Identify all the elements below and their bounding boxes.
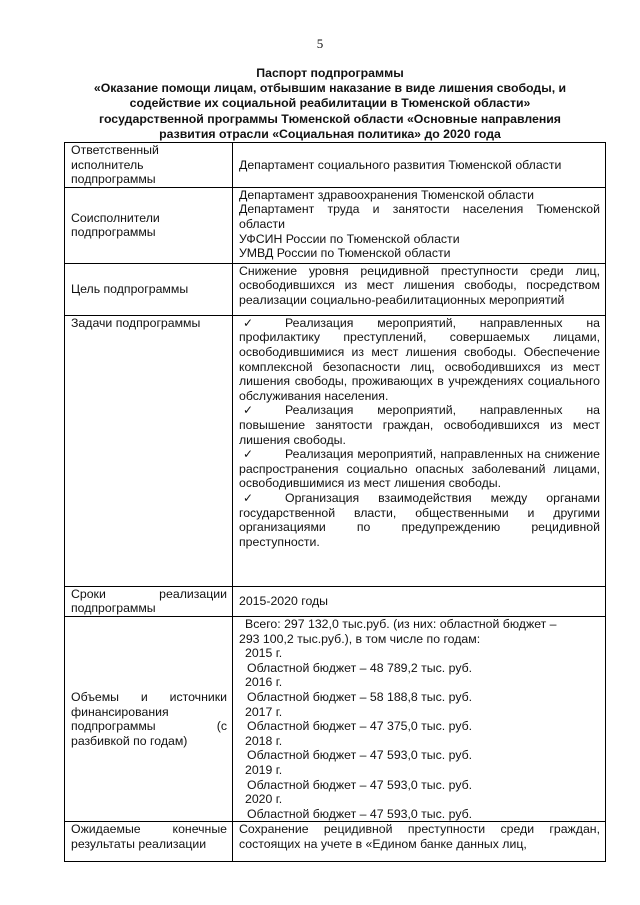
- funding-amount: Областной бюджет – 48 789,2 тыс. руб.: [247, 660, 473, 675]
- funding-amount: Областной бюджет – 47 593,0 тыс. руб.: [247, 777, 473, 792]
- goal-label: Цель подпрограммы: [65, 263, 233, 315]
- task-item: [239, 491, 600, 549]
- checkmark-icon: ✓: [243, 490, 254, 505]
- coexecutor-item: Департамент здравоохранения Тюменской области: [239, 187, 534, 202]
- funding-year: 2018 г.: [245, 733, 283, 748]
- funding-amount: Областной бюджет – 47 375,0 тыс. руб.: [247, 719, 473, 734]
- task-text: Реализация мероприятий, направленных на снижение распространения социально опасных заболеваний лицами, освободившимися из мест лишения свободы.: [239, 447, 600, 491]
- row-results: [65, 822, 606, 862]
- results-label-line: результаты реализации: [71, 836, 207, 851]
- funding-year: 2015 г.: [245, 646, 283, 661]
- task-item: [239, 403, 600, 447]
- title-line-2: «Оказание помощи лицам, отбывшим наказание в виде лишения свободы, и: [93, 81, 567, 96]
- results-label: [65, 822, 233, 862]
- tasks-value: [233, 315, 606, 586]
- task-item: [239, 447, 600, 491]
- results-value: Сохранение рецидивной преступности среди граждан, состоящих на учете в «Едином банке данных лиц,: [233, 822, 606, 862]
- coexecutor-item: Департамент труда и занятости населения Тюменской области: [239, 202, 600, 231]
- executor-label-line: исполнитель: [71, 157, 144, 172]
- funding-total: Всего: 297 132,0 тыс.руб. (из них: областной бюджет –: [245, 616, 557, 631]
- row-executor: [65, 143, 606, 188]
- coexecutors-label: [65, 187, 233, 263]
- funding-year: 2020 г.: [245, 792, 283, 807]
- title-line-4: государственной программы Тюменской области «Основные направления: [99, 111, 561, 126]
- terms-label-line: Сроки реализации: [71, 586, 227, 601]
- funding-year: 2017 г.: [245, 704, 283, 719]
- coexecutors-label-line: Соисполнители: [71, 210, 160, 225]
- executor-label: [65, 143, 233, 188]
- tasks-label: Задачи подпрограммы: [65, 315, 233, 586]
- title-line-3: содействие их социальной реабилитации в Тюменской области»: [129, 96, 531, 111]
- coexecutors-label-line: подпрограммы: [71, 225, 156, 240]
- row-tasks: [65, 315, 606, 586]
- page-title: [60, 66, 600, 142]
- page-number: 5: [316, 36, 324, 51]
- funding-year: 2019 г.: [245, 762, 283, 777]
- row-goal: [65, 263, 606, 315]
- checkmark-icon: ✓: [243, 447, 254, 462]
- row-funding: [65, 616, 606, 821]
- executor-label-line: Ответственный: [71, 143, 159, 157]
- row-coexecutors: [65, 187, 606, 263]
- title-line-5: развития отрасли «Социальная политика» до 2020 года: [159, 126, 501, 141]
- funding-amount: Областной бюджет – 47 593,0 тыс. руб.: [247, 748, 473, 763]
- terms-value: 2015-2020 годы: [233, 586, 606, 616]
- funding-year: 2016 г.: [245, 675, 283, 690]
- funding-total: 293 100,2 тыс.руб.), в том числе по годам:: [239, 631, 481, 646]
- task-text: Организация взаимодействия между органами государственной власти, общественными и другими организациями по предупреждению рецидивной преступности.: [239, 490, 600, 549]
- passport-table: [64, 142, 606, 862]
- terms-label-line: подпрограммы: [71, 601, 156, 616]
- title-line-1: Паспорт подпрограммы: [256, 66, 404, 80]
- funding-value: [233, 616, 606, 821]
- executor-value: Департамент социального развития Тюменской области: [233, 143, 606, 188]
- row-terms: [65, 586, 606, 616]
- task-text: Реализация мероприятий, направленных на повышение занятости граждан, освободившихся из мест лишения свободы.: [239, 403, 600, 447]
- task-text: Реализация мероприятий, направленных на профилактику преступлений, совершаемых лицами, освободившимися из мест лишения свободы. Обеспечение комплексной безопасности лиц, освободившихся из мест лишения свободы, проживающих в учреждениях социального обслуживания населения.: [239, 315, 600, 403]
- checkmark-icon: ✓: [243, 315, 254, 330]
- executor-label-line: подпрограммы: [71, 172, 156, 187]
- coexecutor-item: УМВД России по Тюменской области: [239, 246, 451, 261]
- funding-amount: Областной бюджет – 58 188,8 тыс. руб.: [247, 689, 473, 704]
- checkmark-icon: ✓: [243, 403, 254, 418]
- terms-label: [65, 586, 233, 616]
- funding-amount: Областной бюджет – 47 593,0 тыс. руб.: [247, 806, 473, 821]
- goal-value: Снижение уровня рецидивной преступности среди лиц, освободившихся из мест лишения свободы, посредством реализации социально-реабилитационных мероприятий: [233, 263, 606, 315]
- coexecutors-value: [233, 187, 606, 263]
- coexecutor-item: УФСИН России по Тюменской области: [239, 231, 460, 246]
- task-item: [239, 316, 600, 404]
- results-label-line: Ожидаемые конечные: [71, 822, 227, 837]
- funding-label: Объемы и источники финансирования подпрограммы (с разбивкой по годам): [65, 616, 233, 821]
